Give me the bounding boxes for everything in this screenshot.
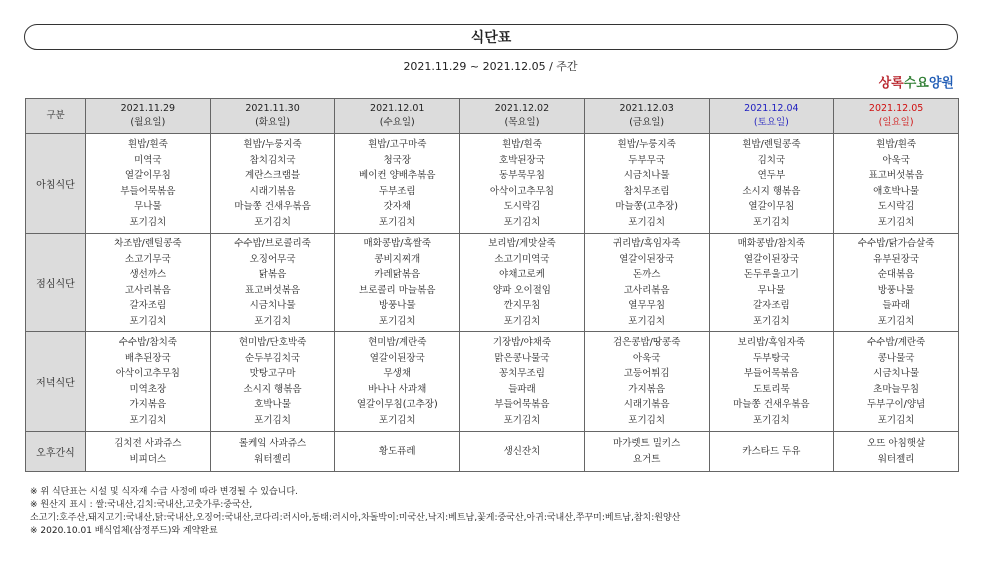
day-header-saturday (709, 99, 834, 134)
menu-item: 포기김치 (503, 315, 541, 327)
menu-item: 소고기무국 (124, 253, 171, 265)
menu-item: 들파래 (882, 300, 910, 311)
menu-period: 2021.11.29 ~ 2021.12.05 / 주간 (403, 60, 578, 73)
menu-item: 오뜨 아침햇살 (867, 438, 926, 449)
menu-item: 표고버섯볶음 (868, 170, 924, 181)
menu-cell (584, 234, 709, 332)
menu-item: 기장밥/야채죽 (492, 337, 552, 348)
menu-item: 갓자채 (383, 201, 412, 212)
menu-item: 방풍나물 (378, 300, 416, 311)
day-date: 2021.12.04 (744, 103, 799, 114)
menu-item: 포기김치 (877, 315, 915, 327)
meal-label: 오후간식 (26, 432, 86, 472)
menu-item: 현미밥/단호박죽 (238, 337, 307, 348)
menu-cell (460, 432, 585, 472)
menu-cell (834, 432, 959, 472)
menu-item: 수수밥/계란죽 (866, 337, 926, 348)
menu-item: 애호박나물 (873, 185, 920, 197)
menu-item: 수수밥/브로콜리죽 (234, 238, 311, 249)
menu-item: 롤케잌 사과쥬스 (238, 438, 307, 449)
menu-item: 야채고로케 (499, 269, 545, 280)
menu-item: 연두부 (757, 170, 786, 181)
menu-item: 아욱국 (632, 352, 661, 364)
day-date: 2021.11.30 (245, 103, 300, 114)
meal-row (26, 332, 959, 432)
menu-cell (210, 134, 335, 234)
menu-item: 열갈이된장국 (369, 352, 425, 364)
menu-item: 생선까스 (129, 269, 167, 280)
menu-item: 고사리볶음 (623, 284, 670, 296)
menu-cell (584, 432, 709, 472)
day-header-sunday (834, 99, 959, 134)
menu-item: 현미밥/계란죽 (368, 337, 427, 348)
menu-item: 두부탕국 (753, 352, 790, 364)
menu-cell (460, 134, 585, 234)
menu-item: 순대볶음 (877, 269, 915, 280)
menu-item: 맑은콩나물국 (494, 352, 550, 364)
menu-item: 마늘쫑(고추장) (615, 201, 678, 212)
page-title-box (24, 24, 958, 50)
menu-item: 부들어묵볶음 (120, 185, 176, 197)
menu-item: 열갈이무침 (124, 170, 171, 181)
menu-item: 방풍나물 (877, 284, 915, 296)
menu-item: 아욱국 (882, 154, 910, 166)
menu-item: 양파 오이절임 (492, 284, 551, 296)
menu-item: 오징어무국 (249, 253, 296, 265)
menu-item: 포기김치 (753, 315, 790, 327)
menu-item: 포기김치 (254, 315, 291, 327)
menu-item: 무생채 (383, 368, 412, 379)
menu-item: 수수밥/참치죽 (118, 337, 177, 348)
menu-item: 콩나물국 (877, 352, 915, 364)
menu-item: 포기김치 (753, 216, 790, 228)
menu-item: 포기김치 (753, 414, 790, 426)
menu-item: 가지볶음 (628, 383, 666, 395)
menu-cell (460, 332, 585, 432)
menu-item: 초마늘무침 (873, 383, 920, 395)
menu-cell (709, 432, 834, 472)
meal-label: 아침식단 (26, 134, 86, 234)
meal-label: 점심식단 (26, 234, 86, 332)
day-header (460, 99, 585, 134)
menu-cell (460, 234, 585, 332)
meal-label: 저녁식단 (26, 332, 86, 432)
menu-item: 보리밥/흑임자죽 (737, 337, 806, 348)
menu-cell (86, 234, 211, 332)
menu-item: 마가렛트 밀키스 (613, 438, 681, 449)
menu-item: 호박나물 (254, 399, 291, 410)
menu-item: 미역초장 (129, 383, 167, 395)
menu-cell (834, 332, 959, 432)
menu-item: 고사리볶음 (124, 284, 171, 296)
day-weekday: (일요일) (878, 117, 914, 128)
menu-item: 무나물 (757, 284, 786, 296)
org-name-part1: 상록 (878, 76, 904, 91)
day-weekday: (목요일) (504, 117, 540, 128)
menu-item: 도시락김 (877, 201, 915, 212)
menu-item: 수수밥/닭가슴살죽 (857, 238, 935, 249)
menu-item: 돈두루울고기 (743, 269, 799, 280)
menu-item: 시금치나물 (623, 170, 670, 181)
menu-item: 열갈이된장국 (743, 253, 799, 265)
menu-item: 콩비지찌개 (374, 253, 421, 265)
menu-item: 워터젤리 (877, 453, 915, 465)
menu-item: 포기김치 (129, 414, 167, 426)
menu-item: 시래기볶음 (249, 185, 296, 197)
menu-item: 차조밥/렌틸콩죽 (114, 238, 182, 249)
menu-item: 갈자조림 (753, 300, 790, 311)
menu-item: 귀리밥/흑임자죽 (612, 238, 681, 249)
menu-item: 보리밥/게맛살죽 (488, 238, 556, 249)
menu-item: 포기김치 (628, 315, 666, 327)
menu-item: 포기김치 (129, 216, 167, 228)
menu-item: 황도퓨레 (378, 445, 416, 457)
menu-item: 포기김치 (378, 414, 416, 426)
menu-item: 들파래 (508, 383, 536, 395)
menu-cell (834, 234, 959, 332)
menu-item: 표고버섯볶음 (245, 284, 301, 296)
menu-item: 열갈이무침 (748, 201, 795, 212)
menu-cell (709, 234, 834, 332)
menu-item: 순두부김치국 (245, 352, 301, 364)
menu-item: 가지볶음 (129, 399, 167, 410)
day-date: 2021.12.05 (868, 103, 924, 114)
menu-item: 카레닭볶음 (374, 269, 421, 280)
menu-item: 포기김치 (254, 216, 291, 228)
menu-item: 포기김치 (628, 216, 666, 228)
menu-item: 비피더스 (129, 453, 167, 465)
menu-cell (210, 332, 335, 432)
menu-item: 워터젤리 (254, 453, 291, 465)
day-date: 2021.12.01 (370, 103, 425, 114)
note-line: ※ 원산지 표시 : 쌀:국내산,김치:국내산,고춧가루:중국산, (30, 500, 253, 510)
menu-item: 도토리묵 (753, 383, 790, 395)
menu-item: 포기김치 (628, 414, 666, 426)
menu-item: 포기김치 (378, 216, 416, 228)
menu-item: 카스타드 두유 (742, 445, 801, 457)
meal-table-body (26, 134, 959, 472)
menu-item: 열무무침 (628, 300, 666, 311)
menu-item: 계란스크램블 (245, 170, 301, 181)
menu-item: 매화콩밥/참치죽 (737, 238, 806, 249)
menu-item: 흰밥/누룽지죽 (243, 139, 302, 150)
menu-item: 검은콩밥/땅콩죽 (612, 337, 681, 348)
menu-item: 김치전 사과쥬스 (114, 438, 182, 449)
menu-item: 소시지 행볶음 (742, 185, 801, 197)
menu-cell (86, 134, 211, 234)
day-weekday: (월요일) (130, 117, 166, 128)
menu-item: 두부조림 (378, 185, 416, 197)
menu-item: 요거트 (632, 453, 661, 465)
menu-item: 매화콩밥/흑쌀죽 (363, 238, 431, 249)
menu-cell (335, 332, 460, 432)
menu-item: 포기김치 (378, 315, 416, 327)
menu-item: 깐지무침 (503, 300, 541, 311)
day-date: 2021.12.02 (494, 103, 550, 114)
page-title: 식단표 (470, 30, 512, 46)
meal-menu-table (25, 98, 959, 472)
menu-item: 부들어묵볶음 (743, 368, 799, 379)
menu-item: 흰밥/흰죽 (876, 139, 917, 150)
menu-cell (335, 134, 460, 234)
menu-item: 맛탕고구마 (249, 368, 296, 379)
menu-item: 꽁치무조림 (499, 368, 545, 379)
meal-row (26, 134, 959, 234)
meal-row (26, 234, 959, 332)
menu-item: 흰밥/렌틸콩죽 (742, 139, 801, 150)
menu-item: 유부된장국 (873, 253, 920, 265)
day-weekday: (토요일) (753, 117, 789, 128)
day-weekday: (화요일) (255, 117, 291, 128)
menu-item: 소시지 행볶음 (243, 383, 302, 395)
menu-item: 닭볶음 (258, 269, 287, 280)
menu-item: 돈까스 (632, 269, 661, 280)
menu-item: 바나나 사과채 (368, 383, 427, 395)
menu-item: 마늘쫑 건새우볶음 (234, 201, 311, 212)
menu-item: 포기김치 (877, 414, 915, 426)
menu-item: 흰밥/흰죽 (502, 139, 542, 150)
table-header-row (26, 99, 959, 134)
menu-item: 시금치나물 (249, 300, 296, 311)
menu-item: 포기김치 (503, 216, 541, 228)
menu-item: 시래기볶음 (623, 399, 670, 410)
note-line: ※ 2020.10.01 배식업체(삼정푸드)와 계약완료 (30, 526, 218, 536)
org-name-part3: 양원 (928, 76, 954, 91)
day-weekday: (수요일) (379, 117, 415, 128)
menu-cell (709, 134, 834, 234)
menu-cell (210, 432, 335, 472)
note-line: 소고기:호주산,돼지고기:국내산,닭:국내산,오징어:국내산,코다리:러시아,동태:러시아,차돌박이:미국산,낙지:베트남,꽃게:중국산,아귀:국내산,쭈꾸미:베트남,참치:원양산 (30, 513, 681, 523)
menu-item: 고등어튀김 (623, 368, 670, 379)
day-header (584, 99, 709, 134)
menu-cell (210, 234, 335, 332)
day-date: 2021.11.29 (120, 103, 176, 114)
menu-item: 참치무조림 (623, 185, 670, 197)
menu-item: 포기김치 (503, 414, 541, 426)
menu-item: 흰밥/누룽지죽 (617, 139, 676, 150)
menu-item: 열갈이무침(고추장) (356, 399, 438, 410)
day-weekday: (금요일) (629, 117, 665, 128)
menu-cell (335, 234, 460, 332)
menu-item: 포기김치 (129, 315, 167, 327)
menu-item: 부들어묵볶음 (494, 399, 550, 410)
day-header (210, 99, 335, 134)
menu-item: 무나물 (134, 201, 162, 212)
menu-item: 배추된장국 (124, 352, 171, 364)
menu-item: 베이컨 양배추볶음 (359, 170, 436, 181)
menu-item: 동부묵무침 (499, 170, 545, 181)
menu-item: 갈자조림 (129, 300, 167, 311)
menu-item: 흰밥/고구마죽 (368, 139, 427, 150)
menu-cell (709, 332, 834, 432)
menu-item: 두부무국 (628, 154, 666, 166)
menu-item: 도시락김 (503, 201, 541, 212)
menu-item: 시금치나물 (873, 368, 920, 379)
menu-item: 브로콜리 마늘볶음 (359, 284, 436, 296)
org-name-part2: 수요 (903, 76, 929, 91)
menu-item: 미역국 (134, 154, 162, 166)
menu-cell (834, 134, 959, 234)
note-line: ※ 위 식단표는 시설 및 식자재 수급 사정에 따라 변경될 수 있습니다. (30, 487, 298, 497)
menu-cell (86, 332, 211, 432)
notes-section (30, 486, 680, 538)
organization-name (879, 72, 954, 91)
menu-item: 아삭이고추무침 (489, 185, 555, 197)
menu-cell (335, 432, 460, 472)
menu-item: 열갈이된장국 (619, 253, 675, 265)
meal-row (26, 432, 959, 472)
menu-item: 소고기미역국 (494, 253, 550, 265)
menu-item: 김치국 (757, 154, 786, 166)
menu-item: 호박된장국 (499, 154, 545, 166)
day-date: 2021.12.03 (619, 103, 674, 114)
day-header (335, 99, 460, 134)
menu-item: 두부구이/양념 (866, 399, 926, 410)
menu-item: 흰밥/흰죽 (127, 139, 168, 150)
menu-item: 포기김치 (254, 414, 291, 426)
menu-cell (86, 432, 211, 472)
day-header (86, 99, 211, 134)
menu-item: 마늘쫑 건새우볶음 (733, 399, 810, 410)
menu-item: 포기김치 (877, 216, 915, 228)
menu-item: 참치김치국 (249, 154, 296, 166)
menu-cell (584, 134, 709, 234)
menu-item: 청국장 (383, 154, 412, 166)
menu-cell (584, 332, 709, 432)
menu-item: 아삭이고추무침 (115, 368, 180, 379)
header-label: 구분 (26, 99, 86, 134)
menu-item: 생신잔치 (503, 445, 541, 457)
